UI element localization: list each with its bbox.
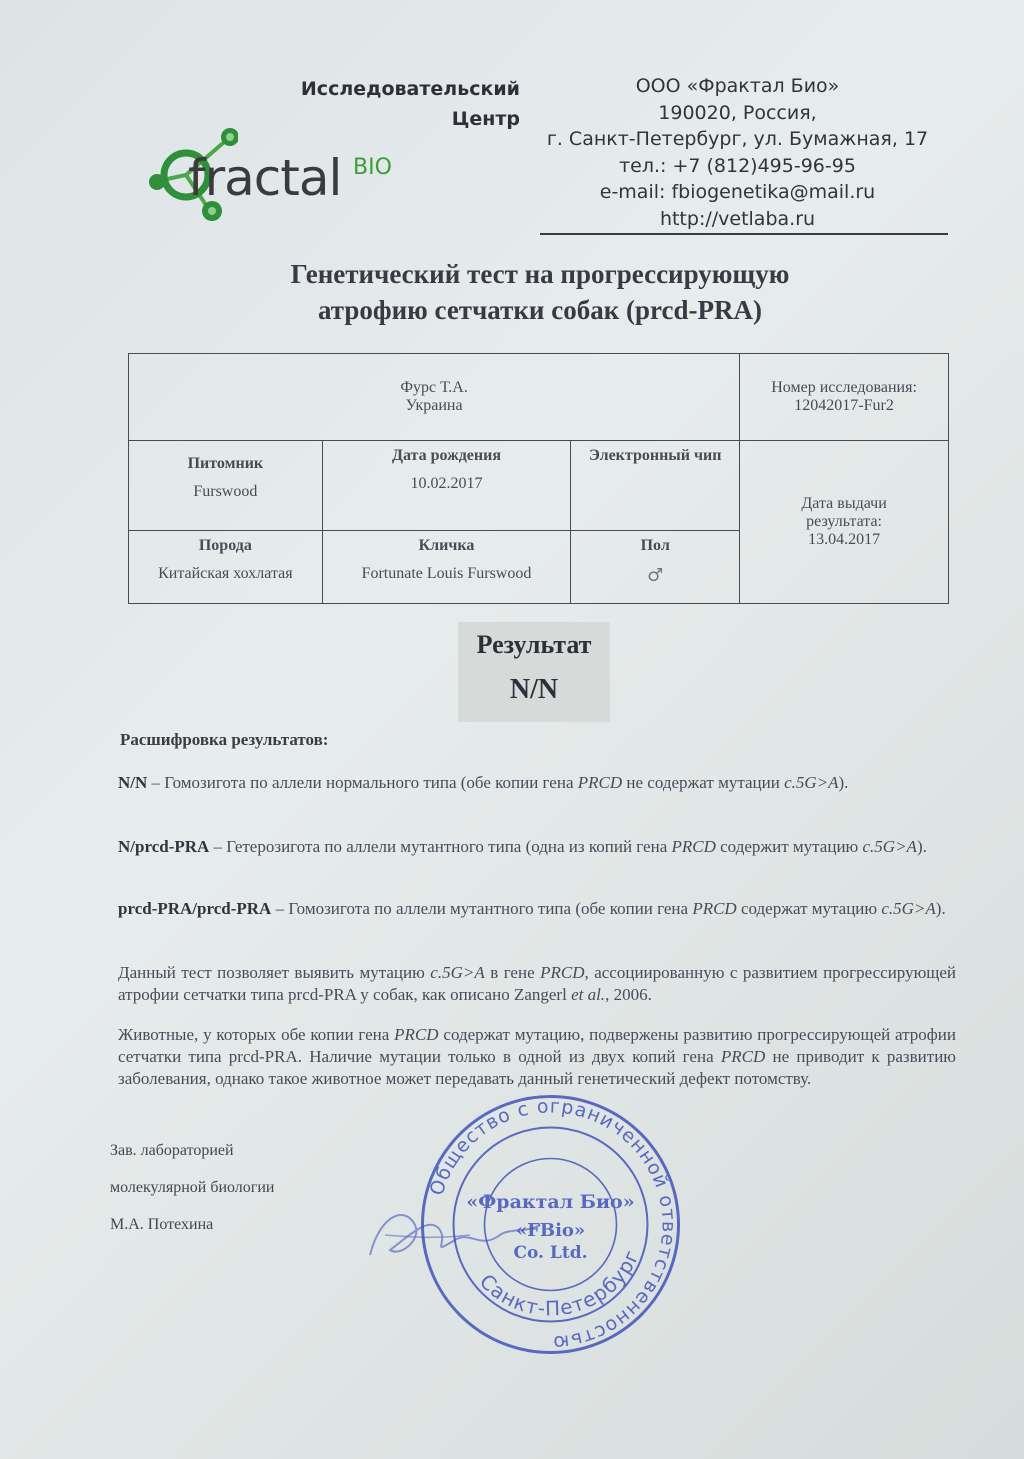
citation-et-al: et al. [571, 985, 606, 1004]
dog-name-value: Fortunate Louis Furswood [361, 565, 532, 582]
breed-label: Порода [198, 537, 252, 554]
result-heading: Результат [476, 630, 592, 659]
test-desc-text-a: Данный тест позволяет выявить мутацию [118, 963, 431, 982]
term-nn: N/N [118, 773, 148, 792]
decoding-mut-text-a: – Гомозигота по аллели мутантного типа (обе копии гена [271, 899, 693, 918]
test-desc-text-d: , 2006. [605, 985, 652, 1004]
inheritance-note [118, 1024, 956, 1090]
chip-cell [571, 441, 740, 531]
gene-name: PRCD [671, 837, 716, 856]
decoding-het-text-b: содержит мутацию [715, 837, 863, 856]
mutation-name: c.5G>A [881, 899, 936, 918]
center-line-2: Центр [451, 108, 520, 130]
signatory-block [110, 1132, 274, 1243]
test-desc-text-c: , ассоциированную с развитием прогрессирующей атрофии сетчатки типа prcd-PRA у собак, как описано Zangerl [118, 963, 957, 1004]
birth-date-label: Дата рождения [391, 447, 501, 464]
issue-date-value: 13.04.2017 [808, 531, 881, 548]
company-phone: тел.: +7 (812)495-96-95 [619, 154, 856, 177]
dog-name-cell [322, 531, 571, 604]
owner-cell [129, 354, 740, 441]
male-symbol-icon: ♂ [647, 565, 664, 586]
company-name: ООО «Фрактал Био» [635, 75, 840, 97]
gene-name: PRCD [540, 963, 585, 982]
gene-name: PRCD [692, 899, 737, 918]
decoding-nn-text-a: – Гомозигота по аллели нормального типа (обе копии гена [147, 773, 578, 792]
inheritance-text-c: не приводит к развитию заболевания, однако такое животное может передавать данный генетический дефект потомству. [118, 1047, 956, 1088]
title-line-2: атрофию сетчатки собак (prcd-PRA) [317, 295, 762, 325]
gene-name: PRCD [577, 773, 623, 792]
decoding-nn [118, 772, 956, 794]
chip-label: Электронный чип [588, 447, 722, 464]
test-desc-text-b: в гене [484, 963, 541, 982]
sex-label: Пол [640, 537, 670, 554]
birth-date-value: 10.02.2017 [410, 475, 483, 492]
decoding-heading: Расшифровка результатов: [120, 730, 329, 749]
company-address-block [545, 73, 930, 232]
term-heterozygote: N/prcd-PRA [118, 837, 210, 856]
stamp-company-ru: «Фрактал Био» [466, 1191, 635, 1213]
center-line-1: Исследовательский [300, 78, 520, 100]
company-email: e-mail: fbiogenetika@mail.ru [599, 181, 876, 203]
birth-date-cell [322, 441, 571, 531]
decoding-mutant-homozygote [118, 898, 956, 920]
inheritance-text-b: содержат мутацию, подвержены развитию прогрессирующей атрофии сетчатки типа prcd-PRA. Наличие мутации только в одной из двух копий гена [118, 1025, 957, 1066]
result-box [458, 622, 610, 722]
result-value: N/N [509, 674, 559, 705]
issue-date-label: Дата выдачи результата: [801, 495, 887, 530]
breed-value: Китайская хохлатая [158, 565, 293, 582]
study-number-cell [740, 354, 949, 441]
decoding-nn-text-b: не содержат мутации [622, 773, 785, 792]
title-line-1: Генетический тест на прогрессирующую [290, 259, 790, 289]
owner-name: Фурс Т.А. [400, 379, 468, 396]
decoding-het-text-c: ). [916, 837, 927, 856]
gene-name: PRCD [720, 1047, 766, 1066]
gene-name: PRCD [394, 1025, 439, 1044]
kennel-cell [129, 441, 323, 531]
kennel-label: Питомник [187, 455, 264, 472]
kennel-value: Furswood [193, 483, 258, 500]
company-seal-stamp [418, 1092, 683, 1357]
stamp-city-text: Санкт-Петербург [474, 1245, 645, 1321]
mutation-name: c.5G>A [784, 773, 839, 792]
company-street: г. Санкт-Петербург, ул. Бумажная, 17 [546, 128, 929, 150]
fractal-bio-logo [148, 125, 408, 225]
sex-cell [571, 531, 740, 604]
mutation-name: c.5G>A [430, 963, 485, 982]
logo-superscript: BIO [353, 155, 392, 180]
logo-wordmark: fractal [188, 149, 342, 207]
mutation-name: c.5G>A [862, 837, 917, 856]
signatory-position-2: молекулярной биологии [110, 1179, 275, 1196]
decoding-heterozygote [118, 836, 956, 858]
decoding-nn-text-c: ). [838, 773, 849, 792]
decoding-mut-text-c: ). [935, 899, 946, 918]
dog-info-table [128, 353, 949, 604]
signatory-name: М.А. Потехина [110, 1216, 214, 1233]
inheritance-text-a: Животные, у которых обе копии гена [118, 1025, 395, 1044]
header-divider [540, 233, 948, 235]
owner-country: Украина [405, 397, 463, 414]
decoding-mut-text-b: содержат мутацию [736, 899, 882, 918]
company-website: http://vetlaba.ru [659, 207, 816, 230]
issue-date-cell [740, 441, 949, 604]
stamp-company-short: «FBio» [515, 1220, 586, 1241]
breed-cell [129, 531, 323, 604]
decoding-het-text-a: – Гетерозигота по аллели мутантного типа (одна из копий гена [209, 837, 672, 856]
document-title [190, 256, 890, 328]
company-postcode: 190020, Россия, [658, 101, 817, 124]
stamp-company-ltd: Co. Ltd. [513, 1243, 588, 1263]
signatory-position-1: Зав. лабораторией [110, 1142, 234, 1159]
study-number-value: 12042017-Fur2 [794, 397, 894, 414]
stamp-outer-text: Общество с ограниченной ответственностью [425, 1095, 680, 1354]
test-description [118, 962, 956, 1006]
dog-name-label: Кличка [418, 537, 475, 554]
term-mutant-homozygote: prcd-PRA/prcd-PRA [118, 899, 272, 918]
study-number-label: Номер исследования: [771, 379, 917, 396]
